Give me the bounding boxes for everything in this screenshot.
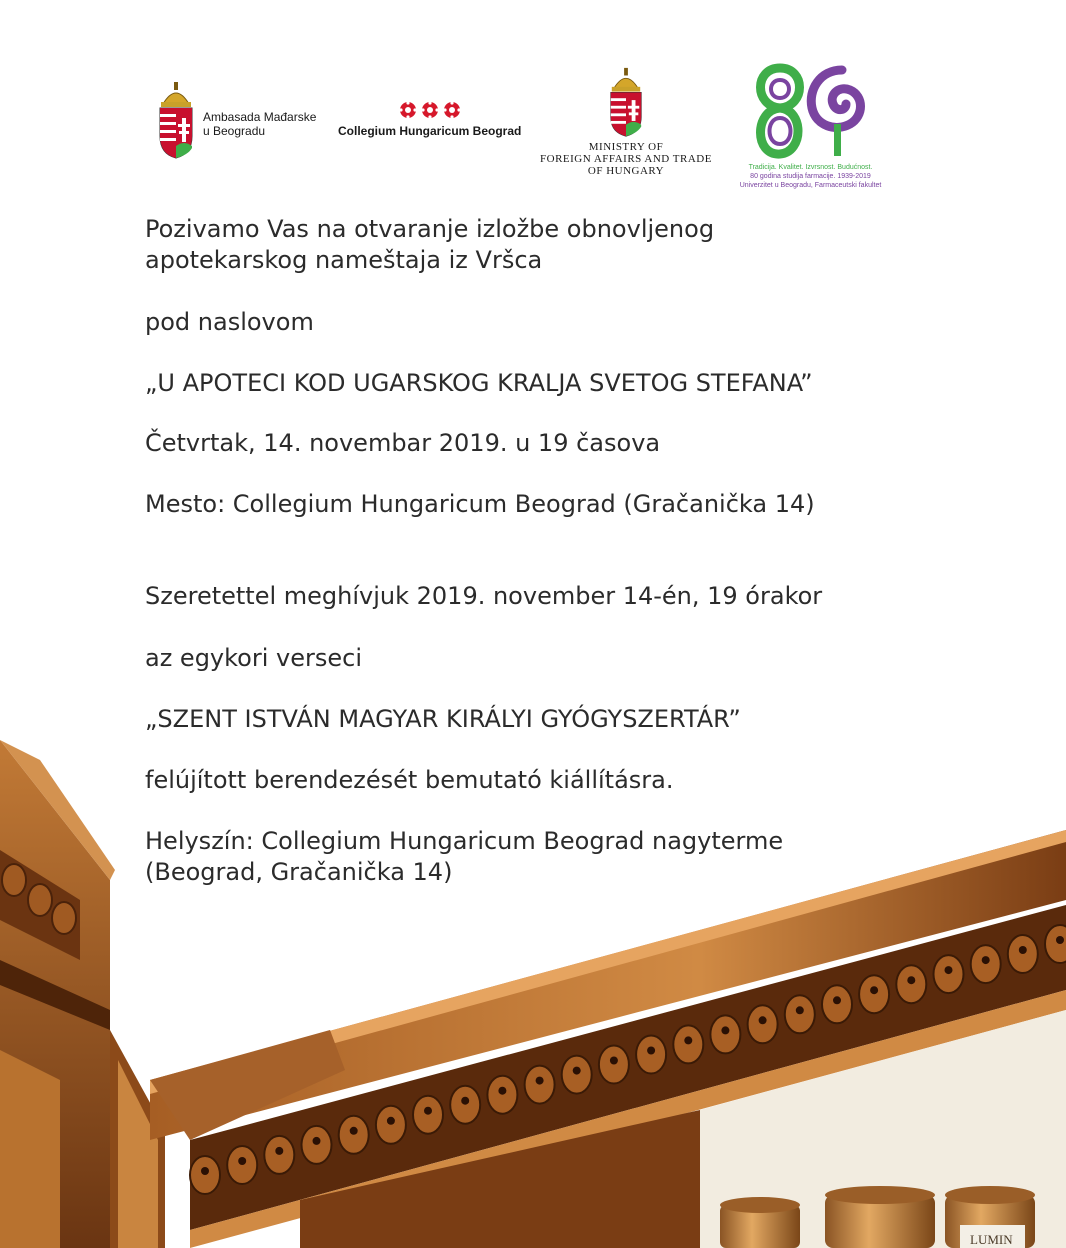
carved-leaf-hole — [982, 956, 990, 964]
embassy-name-line1: Ambasada Mađarske — [203, 110, 317, 124]
carved-leaf-hole — [350, 1127, 358, 1135]
carved-leaf-hole — [387, 1117, 395, 1125]
carved-leaf-hole — [833, 996, 841, 1004]
hu-exhibition-title: „SZENT ISTVÁN MAGYAR KIRÁLYI GYÓGYSZERTÁR” — [145, 705, 741, 733]
anniversary-line1: Tradicija. Kvalitet. Izvrsnost. Budućnost. — [748, 164, 873, 171]
hu-sub: az egykori verseci — [145, 644, 362, 672]
carved-leaf-hole — [536, 1077, 544, 1085]
carved-leaf — [1045, 925, 1066, 963]
anniversary-line2: 80 godina studija farmacije. 1939-2019 — [750, 173, 871, 180]
anniversary-line3: Univerzitet u Beogradu, Farmaceutski fakultet — [739, 182, 882, 189]
carved-leaf-hole — [238, 1157, 246, 1165]
hu-description: felújított berendezését bemutató kiállításra. — [145, 766, 674, 794]
sr-date: Četvrtak, 14. novembar 2019. u 19 časova — [145, 429, 661, 457]
hu-place-line2: (Beograd, Gračanička 14) — [145, 858, 453, 886]
carved-leaf-hole — [610, 1057, 618, 1065]
carved-leaf-hole — [721, 1026, 729, 1034]
sr-intro-block — [145, 214, 905, 276]
jar-label: LUMIN — [970, 1232, 1013, 1247]
carved-leaf-hole — [424, 1107, 432, 1115]
carved-leaf-hole — [647, 1047, 655, 1055]
mfa-line1: MINISTRY OF — [588, 141, 664, 153]
sr-intro-line2: apotekarskog nameštaja iz Vršca — [145, 246, 543, 274]
sr-intro-line1: Pozivamo Vas na otvaranje izložbe obnovljenog — [145, 215, 715, 243]
sr-exhibition-title: „U APOTECI KOD UGARSKOG KRALJA SVETOG STEFANA” — [145, 369, 813, 397]
carved-leaf-hole — [1019, 946, 1027, 954]
carved-leaf-hole — [1056, 936, 1064, 944]
carved-leaf-hole — [275, 1147, 283, 1155]
embassy-name-line2: u Beogradu — [203, 124, 266, 138]
carved-leaf-hole — [573, 1067, 581, 1075]
mfa-line2: FOREIGN AFFAIRS AND TRADE — [540, 153, 712, 165]
carved-leaf-hole — [759, 1016, 767, 1024]
hu-intro: Szeretettel meghívjuk 2019. november 14-én, 19 órakor — [145, 582, 823, 610]
sr-place: Mesto: Collegium Hungaricum Beograd (Gračanička 14) — [145, 490, 815, 518]
carved-leaf — [785, 995, 815, 1033]
sr-title-label: pod naslovom — [145, 308, 314, 336]
carved-leaf-hole — [498, 1087, 506, 1095]
carved-leaf-hole — [313, 1137, 321, 1145]
carved-leaf-hole — [461, 1097, 469, 1105]
hu-place-line1: Helyszín: Collegium Hungaricum Beograd nagyterme — [145, 827, 784, 855]
mfa-line3: OF HUNGARY — [587, 165, 665, 177]
carved-leaf-hole — [907, 976, 915, 984]
carved-leaf — [748, 1005, 778, 1043]
carved-leaf-hole — [945, 966, 953, 974]
carved-leaf-hole — [201, 1167, 209, 1175]
hu-place-block — [145, 826, 905, 888]
carved-leaf-hole — [684, 1036, 692, 1044]
collegium-name: Collegium Hungaricum Beograd — [338, 124, 522, 138]
carved-leaf-hole — [870, 986, 878, 994]
carved-leaf-hole — [796, 1006, 804, 1014]
